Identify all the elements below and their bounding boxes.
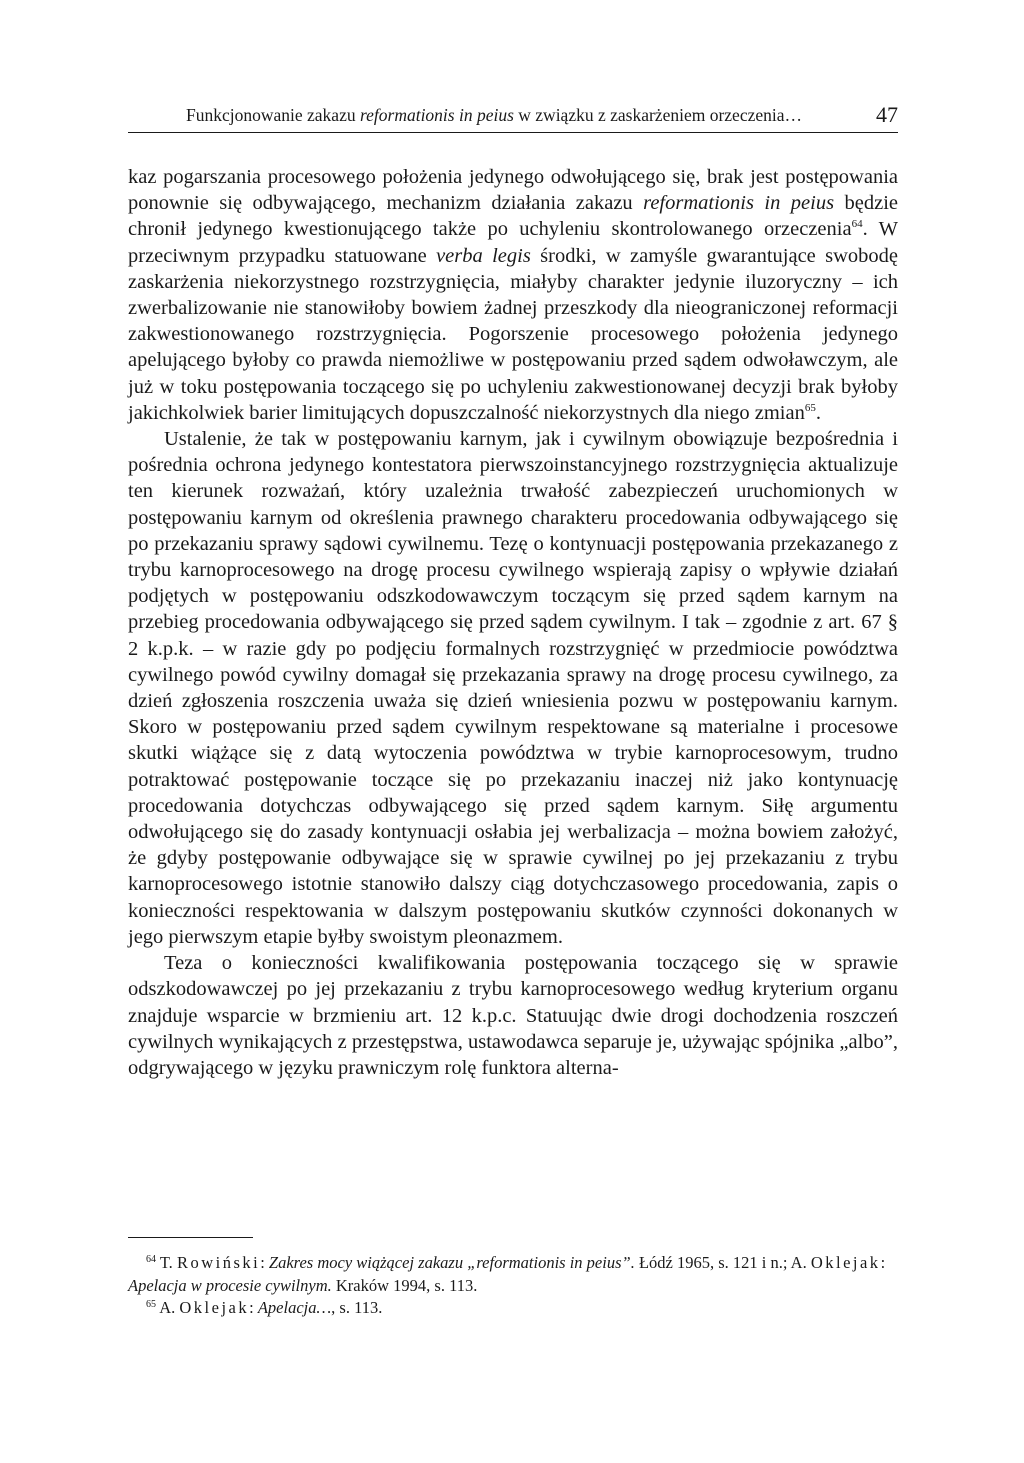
footnote-author: Oklejak (810, 1253, 881, 1272)
footnote-ref-64[interactable]: 64 (851, 218, 863, 231)
footnote-author: Rowiński (176, 1253, 261, 1272)
footnote-64: $^{64}$ T. Rowiński: Zakres mocy wiążącej zakazu „reformationis in peius”. Łódź 1965, s. 121 i n.; A. Oklejak: Apelacja w procesie cywilnym. Kraków 1994, s. 113. (128, 1253, 886, 1295)
footnote-ref-65[interactable]: 65 (804, 401, 816, 414)
footnote-separator (128, 1237, 253, 1238)
paragraph-3: Teza o konieczności kwalifikowania postępowania toczącego się w sprawie odszkodowawczej po jej przekazaniu z trybu karnoprocesowego według kryterium organu znajduje wsparcie w brzmieniu art. 12 k.p.c. Statuując dwie drogi dochodzenia roszczeń cywilnych wynikających z przestępstwa, ustawodawca separuje je, używając spójnika „albo”, odgrywającego w języku prawniczym rolę funktora alterna- (128, 952, 898, 1079)
body-text (128, 164, 898, 1081)
footnote-65: $^{65}$ A. Oklejak: Apelacja…, s. 113. (146, 1298, 383, 1317)
running-header (128, 100, 898, 133)
footnote-author: Oklejak (179, 1298, 250, 1317)
paragraph-2: Ustalenie, że tak w postępowaniu karnym, jak i cywilnym obowiązuje bezpośrednia i pośrednia ochrona jedynego kontestatora pierwszoinstancyjnego rozstrzygnięcia aktualizuje ten kierunek rozważań, który uzależnia trwałość zabezpieczeń uruchomionych w postępowaniu karnym od określenia prawnego charakteru procedowania odbywającego się po przekazaniu sprawy sądowi cywilnemu. Tezę o kontynuacji postępowania przekazanego z trybu karnoprocesowego na drogę procesu cywilnego wspierają zapisy o wpływie działań podjętych w postępowaniu odszkodowawczym toczącym się przed sądem karnym na przebieg procedowania odbywającego się przed sądem cywilnym. I tak – zgodnie z art. 67 § 2 k.p.k. – w razie gdy po podjęciu formalnych rozstrzygnięć w przedmiocie powództwa cywilnego powód cywilny domagał się przekazania sprawy na drogę procesu cywilnego, za dzień zgłoszenia roszczenia uważa się dzień wniesienia pozwu w postępowaniu karnym. Skoro w postępowaniu przed sądem cywilnym respektowane są materialne i procesowe skutki wiążące się z datą wytoczenia powództwa w trybie karnoprocesowym, trudno potraktować postępowanie toczące się po przekazaniu inaczej niż jako kontynuację procedowania dotychczas odbywającego się przed sądem karnym. Siłę argumentu odwołującego się do zasady kontynuacji osłabia jej werbalizacja – można bowiem założyć, że gdyby postępowanie odbywające się w sprawie cywilnej po jej przekazaniu z trybu karnoprocesowego istotnie stanowiło dalszy ciąg dotychczasowego procedowania, zapis o konieczności respektowania w dalszym postępowaniu skutków czynności dokonanych w jego pierwszym etapie byłby swoistym pleonazmem. (128, 428, 898, 948)
paragraph-1: kaz pogarszania procesowego położenia jedynego odwołującego się, brak jest postępowania ponownie się odbywającego, mechanizm działania zakazu reformationis in peius będzie chronił jedynego kwestionującego także po uchyleniu skontrolowanego orzeczenia$^{64}$. W przeciwnym przypadku statuowane verba legis środki, w zamyśle gwarantujące swobodę zaskarżenia niekorzystnego rozstrzygnięcia, miałyby charakter jedynie iluzoryczny – ich zwerbalizowanie nie stanowiłoby bowiem żadnej przeszkody dla nieograniczonej reformacji zakwestionowanego rozstrzygnięcia. Pogorszenie procesowego położenia jedynego apelującego byłoby co prawda niemożliwe w postępowaniu przed sądem odwoławczym, ale już w toku postępowania toczącego się po uchyleniu zakwestionowanej decyzji brak byłoby jakichkolwiek barier limitujących dopuszczalność niekorzystnych dla niego zmian$^{65}$. (128, 166, 898, 424)
footnotes (128, 1252, 898, 1320)
running-title: Funkcjonowanie zakazu reformationis in peius w związku z zaskarżeniem orzeczenia… (186, 105, 802, 125)
running-title-italic: reformationis in peius (359, 105, 514, 125)
page-number: 47 (876, 102, 898, 127)
